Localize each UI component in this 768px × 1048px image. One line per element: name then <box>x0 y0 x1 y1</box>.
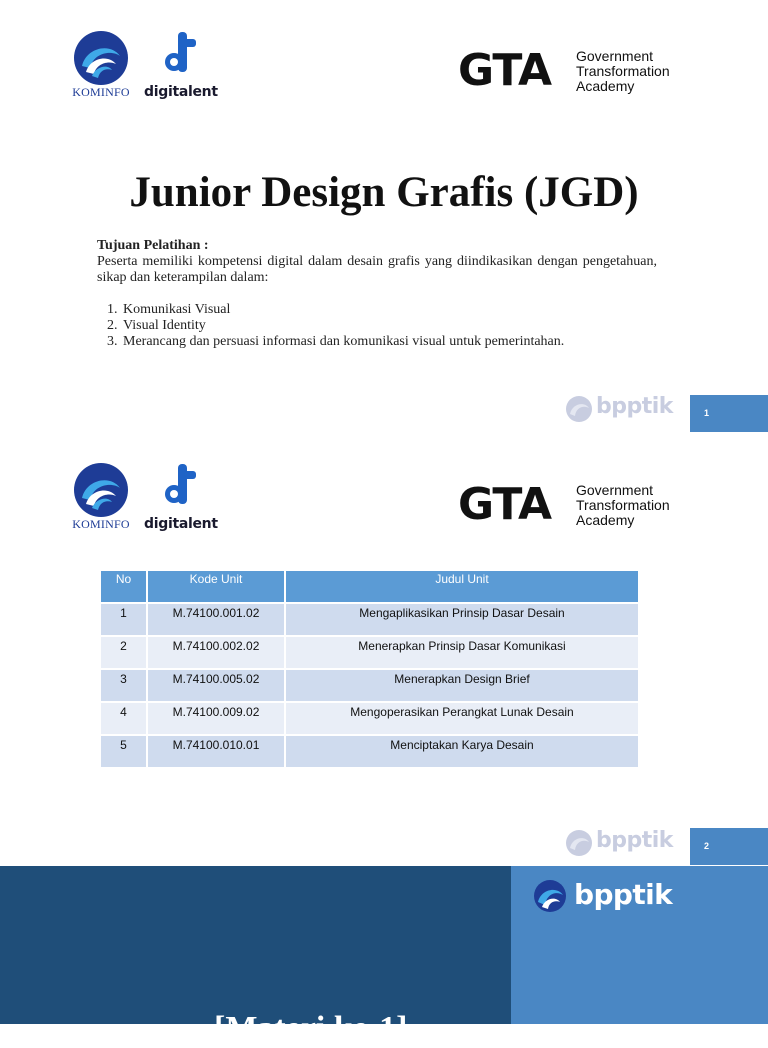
objectives-list <box>97 302 657 350</box>
kominfo-logo <box>68 30 134 100</box>
cell-judul-unit: Menciptakan Karya Desain <box>285 735 638 767</box>
cell-judul-unit: Mengaplikasikan Prinsip Dasar Desain <box>285 603 638 636</box>
kominfo-logo <box>68 462 134 532</box>
cell-judul-unit: Menerapkan Design Brief <box>285 669 638 702</box>
digitalent-logo-text: digitalent <box>144 84 218 100</box>
kominfo-emblem-icon <box>68 462 134 518</box>
table-header-row <box>101 571 638 603</box>
gta-logo <box>458 478 698 538</box>
bpptik-emblem-icon <box>564 828 594 858</box>
slide-2 <box>0 432 768 866</box>
table-row <box>101 636 638 669</box>
gta-line-2: Transformation <box>576 497 670 513</box>
page-number-box <box>690 395 768 432</box>
gta-wordmark: GTA <box>458 479 551 530</box>
kominfo-logo-text: KOMINFO <box>72 517 130 531</box>
slide-title: Junior Design Grafis (JGD) <box>129 169 639 216</box>
page-number: 2 <box>704 841 710 851</box>
cell-no: 2 <box>101 636 147 669</box>
table-row <box>101 603 638 636</box>
kominfo-emblem-icon <box>68 30 134 86</box>
cell-no: 1 <box>101 603 147 636</box>
cell-kode-unit: M.74100.010.01 <box>147 735 285 767</box>
bpptik-emblem-icon <box>532 878 568 914</box>
gta-line-2: Transformation <box>576 63 670 79</box>
gta-line-3: Academy <box>576 512 635 528</box>
table-row <box>101 702 638 735</box>
cell-kode-unit: M.74100.005.02 <box>147 669 285 702</box>
gta-line-1: Government <box>576 482 654 498</box>
slide-3 <box>0 866 768 1047</box>
list-item: 3. Merancang dan persuasi informasi dan komunikasi visual untuk pemerintahan. <box>121 334 657 350</box>
digitalent-logo-text: digitalent <box>144 516 218 532</box>
objectives-heading: Tujuan Pelatihan : <box>97 238 209 253</box>
digitalent-mark-icon <box>160 30 200 76</box>
cell-kode-unit: M.74100.002.02 <box>147 636 285 669</box>
slide-1 <box>0 0 768 432</box>
training-objectives <box>97 238 657 350</box>
digitalent-mark-icon <box>160 462 200 508</box>
bpptik-logo <box>532 878 682 914</box>
gta-line-1: Government <box>576 48 654 64</box>
bpptik-text: bpptik <box>596 394 673 419</box>
kominfo-logo-text: KOMINFO <box>72 85 130 99</box>
page-number-box <box>690 828 768 865</box>
competency-units-table <box>101 571 638 767</box>
cell-no: 5 <box>101 735 147 767</box>
cell-kode-unit: M.74100.009.02 <box>147 702 285 735</box>
bpptik-logo <box>564 828 682 858</box>
list-item: 2. Visual Identity <box>121 318 657 334</box>
digitalent-logo <box>144 462 224 532</box>
bpptik-text: bpptik <box>574 878 673 911</box>
cell-kode-unit: M.74100.001.02 <box>147 603 285 636</box>
bpptik-emblem-icon <box>564 394 594 424</box>
header-kode-unit: Kode Unit <box>147 571 285 603</box>
gta-subtitle <box>576 483 670 528</box>
header-no: No <box>101 571 147 603</box>
cell-judul-unit: Menerapkan Prinsip Dasar Komunikasi <box>285 636 638 669</box>
table-row <box>101 735 638 767</box>
digitalent-logo <box>144 30 224 100</box>
gta-line-3: Academy <box>576 78 635 94</box>
bpptik-logo <box>564 394 682 424</box>
gta-subtitle <box>576 49 670 94</box>
table-row <box>101 669 638 702</box>
gta-wordmark: GTA <box>458 45 551 96</box>
objectives-paragraph: Peserta memiliki kompetensi digital dalam desain grafis yang diindikasikan dengan pengetahuan, sikap dan keterampilan dalam: <box>97 254 657 285</box>
gta-logo <box>458 44 698 104</box>
cell-judul-unit: Mengoperasikan Perangkat Lunak Desain <box>285 702 638 735</box>
list-item: 1. Komunikasi Visual <box>121 302 657 318</box>
header-judul-unit: Judul Unit <box>285 571 638 603</box>
page-number: 1 <box>704 408 710 418</box>
slide-3-title: [Materi ke-1] <box>214 1010 408 1047</box>
cell-no: 4 <box>101 702 147 735</box>
bpptik-text: bpptik <box>596 828 673 853</box>
cell-no: 3 <box>101 669 147 702</box>
